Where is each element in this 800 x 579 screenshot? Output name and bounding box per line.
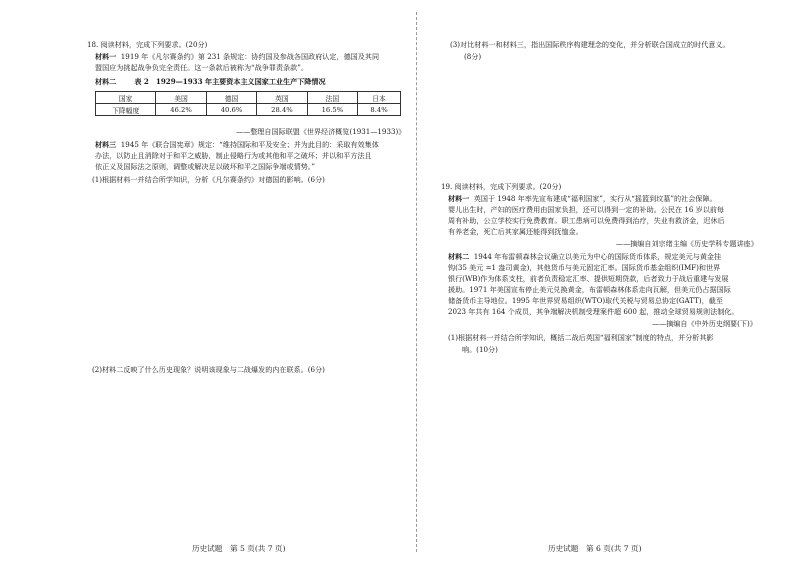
table-row — [96, 104, 401, 116]
q19-material-1-line3: 周有补助，公立学校实行免费教育。职工患病可以免费得到治疗，失业有救济金，迟休后 — [448, 216, 725, 225]
q19-material-1-label: 材料一 — [448, 194, 470, 203]
table-title: 表 2 1929—1933 年主要资本主义国家工业生产下降情况 — [134, 77, 326, 86]
question-19-heading: 19. 阅读材料，完成下列要求。(20分) — [441, 182, 562, 191]
material-3-line2: 办法，以防止且消除对于和平之威胁，制止侵略行为或其他和平之破坏；并以和平方法且 — [95, 151, 372, 160]
q19-material-1-line4: 有养老金，死亡后其家属还能得到抚恤金。 — [448, 227, 583, 236]
question-18-part-3-line1: (3)对比材料一和材料三，指出国际秩序构建理念的变化，并分析联合国成立的时代意义。 — [450, 40, 730, 49]
material-3-line3: 依正义及国际法之原则，调整或解决足以破坏和平之国际争端或情势。” — [95, 162, 315, 171]
q19-material-2-source: ——摘编自《中外历史纲要(下)》 — [652, 319, 757, 328]
material-3-line1 — [95, 140, 379, 151]
q19-material-2-line4: 援助。1971 年美国宣布停止美元兑换黄金，布雷顿森林体系走向瓦解，但美元仍占据国际 — [448, 285, 731, 294]
q19-material-2-label: 材料二 — [448, 252, 470, 261]
material-3-text: 1945 年《联合国宪章》规定：“维持国际和平及安全；并为此目的：采取有效集体 — [120, 140, 379, 149]
material-2-label: 材料二 — [95, 77, 117, 86]
question-18-part-2: (2)材料二反映了什么历史现象？说明该现象与二战爆发的内在联系。(6分) — [92, 365, 325, 374]
question-19-part-1-line1: (1)根据材料一并结合所学知识，概括二战后英国“福利国家”制度的特点，并分析其影 — [448, 333, 714, 342]
material-1-label: 材料一 — [95, 52, 117, 61]
q19-material-2-line2: 钩(35 美元 =1 盎司黄金)，其他货币与美元固定汇率。国际货币基金组织(IMF)和世界 — [448, 263, 721, 272]
question-18-heading: 18. 阅读材料，完成下列要求。(20分) — [87, 40, 208, 49]
q19-material-2-line1 — [448, 252, 721, 263]
page-footer-right: 历史试题 第 6 页(共 7 页) — [548, 544, 642, 553]
table-header-cell: 英国 — [257, 92, 307, 104]
table-header-cell: 美国 — [156, 92, 206, 104]
table-header-cell: 法国 — [307, 92, 357, 104]
table-header-cell: 德国 — [206, 92, 256, 104]
table-cell: 16.5% — [307, 104, 357, 116]
table-cell: 8.4% — [358, 104, 401, 116]
page-divider — [416, 12, 417, 552]
page-footer-left: 历史试题 第 5 页(共 7 页) — [192, 544, 286, 553]
q19-material-2-text: 1944 年布雷顿森林会议确立以美元为中心的国际货币体系，规定美元与黄金挂 — [473, 252, 722, 261]
table-header-row — [96, 92, 401, 104]
material-1-line2: 盟国应为挑起战争负完全责任。这一条款后被称为“战争罪责条款”。 — [95, 63, 308, 72]
q19-material-1-source: ——摘编自刘宗绪主编《历史学科专题讲座》 — [616, 239, 758, 248]
table-header-cell: 日本 — [358, 92, 401, 104]
material-2-heading — [95, 77, 326, 88]
q19-material-1-line1 — [448, 194, 717, 205]
material-1-text: 1919 年《凡尔赛条约》第 231 条规定：协约国及参战各国政府认定，德国及其同 — [120, 52, 380, 61]
production-decline-table — [95, 91, 401, 116]
question-18-part-1: (1)根据材料一并结合所学知识，分析《凡尔赛条约》对德国的影响。(6分) — [92, 175, 325, 184]
table-source: ——整理自国际联盟《世界经济概览(1931—1933)》 — [236, 127, 406, 136]
material-1-line1 — [95, 52, 379, 63]
q19-material-2-line6: 2023 年共有 164 个成员，其争端解决机制受理案件超 600 起，推动全球贸易规则法制化。 — [448, 307, 739, 316]
q19-material-1-line2: 婴儿出生时，产妇的医疗费用由国家负担，还可以得到一定的补助。公民在 16 岁以前每 — [448, 205, 725, 214]
q19-material-2-line3: 银行(WB)作为体系支柱，前者负责稳定汇率、提供短期贷款，后者致力于战后重建与发展 — [448, 274, 729, 283]
question-19-part-1-line2: 响。(10分) — [462, 345, 498, 354]
question-18-part-3-line2: (8分) — [464, 52, 482, 61]
table-row-label: 下降幅度 — [96, 104, 156, 116]
q19-material-1-text: 英国于 1948 年率先宣布建成“福利国家”，实行从“摇篮到坟墓”的社会保障。 — [473, 194, 717, 203]
table-cell: 28.4% — [257, 104, 307, 116]
table-header-cell: 国家 — [96, 92, 156, 104]
q19-material-2-line5: 储备货币主导地位。1995 年世界贸易组织(WTO)取代关税与贸易总协定(GATT)，截至 — [448, 296, 723, 305]
table-cell: 40.6% — [206, 104, 256, 116]
right-page — [420, 0, 800, 579]
table-cell: 46.2% — [156, 104, 206, 116]
material-3-label: 材料三 — [95, 140, 117, 149]
